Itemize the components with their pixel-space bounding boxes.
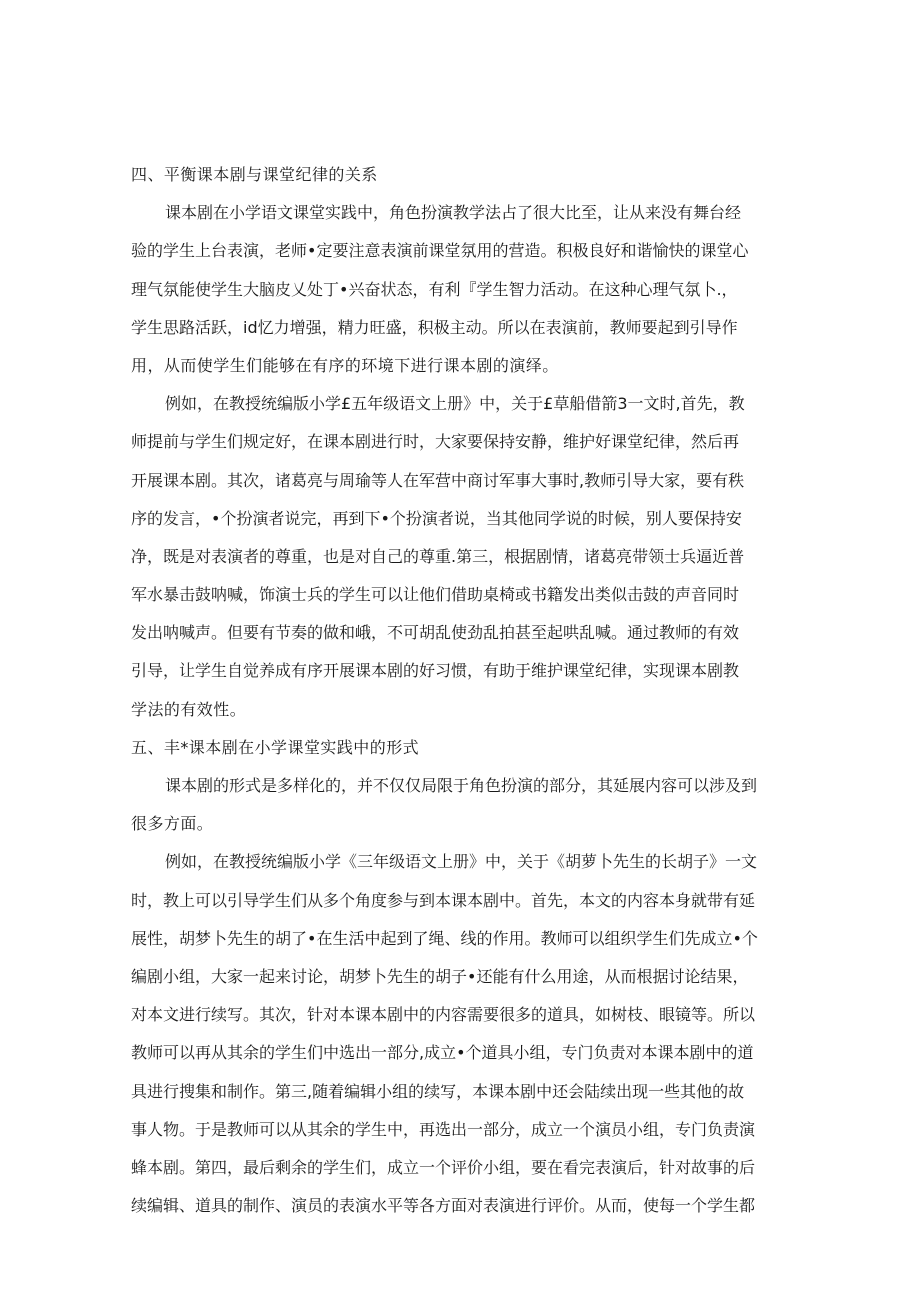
text-line: 学生思路活跃，id忆力增强，精力旺盛，积极主动。所以在表演前，教师要起到引导作 [131, 317, 738, 337]
section-heading: 五、丰*课本剧在小学课堂实践中的形式 [131, 737, 420, 757]
text-line: 蜂本剧。第四，最后剩余的学生们，成立一个评价小组，要在看完表演后，针对故事的后 [131, 1157, 756, 1177]
text-line: 学法的有效性。 [131, 699, 247, 719]
text-line: 事人物。于是教师可以从其余的学生中，再选出一部分，成立一个演员小组，专门负责演 [131, 1119, 756, 1139]
text-line: 师提前与学生们规定好，在课本剧进行时，大家要保持安静，维护好课堂纪律，然后再 [131, 432, 740, 452]
document-body [131, 156, 791, 1225]
text-line: 时，教上可以引导学生们从多个角度参与到本课本剧中。首先，本文的内容本身就带有延 [131, 890, 756, 910]
text-line: 验的学生上台表演，老师•定要注意表演前课堂氛用的营造。积极良好和谐愉快的课堂心 [131, 241, 749, 261]
text-line: 续编辑、道具的制作、演员的表演水平等各方面对表演进行评价。从而，使每一个学生都 [131, 1196, 756, 1216]
text-line: 发出呐喊声。但要有节奏的做和峨，不可胡乱使劲乱拍甚至起哄乱喊。通过教师的有效 [131, 623, 740, 643]
text-line: 开展课本剧。其次，诸葛亮与周瑜等人在军营中商讨军事大事时,教师引导大家，要有秩 [131, 470, 745, 490]
text-line: 净，既是对表演者的尊重，也是对自己的尊重.第三，根据剧情，诸葛亮带领士兵逼近普 [131, 546, 745, 566]
text-line: 课本剧在小学语文课堂实践中，角色扮演教学法占了很大比至，让从来没有舞台经 [165, 203, 742, 223]
text-line: 教师可以再从其余的学生们中选出一部分,成立•个道具小组，专门负责对本课本剧中的道 [131, 1043, 754, 1063]
text-line: 军水暴击鼓呐喊，饰演士兵的学生可以让他们借助桌椅或书籍发出类似击鼓的声音同时 [131, 585, 740, 605]
text-line: 对本文进行续写。其次，针对本课本剧中的内容需要很多的道具，如树枝、眼镜等。所以 [131, 1005, 756, 1025]
text-line: 很多方面。 [131, 814, 214, 834]
text-line: 序的发言，•个扮演者说完，再到下•个扮演者说，当其他同学说的时候，别人要保持安 [131, 508, 742, 528]
text-line: 理气氛能使学生大脑皮乂处丁•兴奋状态，有利『学生智力活动。在这种心理气氛卜.， [131, 279, 738, 299]
text-line: 例如，在教授统编版小学《三年级语文上册》中，关于《胡萝卜先生的长胡子》一文 [165, 852, 758, 872]
text-line: 展性，胡梦卜先生的胡了•在生活中起到了绳、线的作用。教师可以组织学生们先成立•个 [131, 928, 758, 948]
section-heading: 四、平衡课本剧与课堂纪律的关系 [131, 165, 378, 184]
text-line: 具进行搜集和制作。第三,随着编辑小组的续写，本课本剧中还会陆续出现一些其他的故 [131, 1081, 745, 1101]
text-line: 用，从而使学生们能够在有序的环境下进行课本剧的演绎。 [131, 355, 559, 375]
text-line: 引导，让学生自觉养成有序开展课本剧的好习惯，有助于维护课堂纪律，实现课本剧教 [131, 661, 740, 681]
text-line: 课本剧的形式是多样化的，并不仅仅局限于角色扮演的部分，其延展内容可以涉及到 [165, 776, 758, 795]
text-line: 编剧小组，大家一起来讨论，胡梦卜先生的胡子•还能有什么用途，从而根据讨论结果， [131, 966, 749, 986]
text-line: 例如，在教授统编版小学£五年级语文上册》中，关于£草船借箭3一文时,首先，教 [165, 394, 745, 414]
